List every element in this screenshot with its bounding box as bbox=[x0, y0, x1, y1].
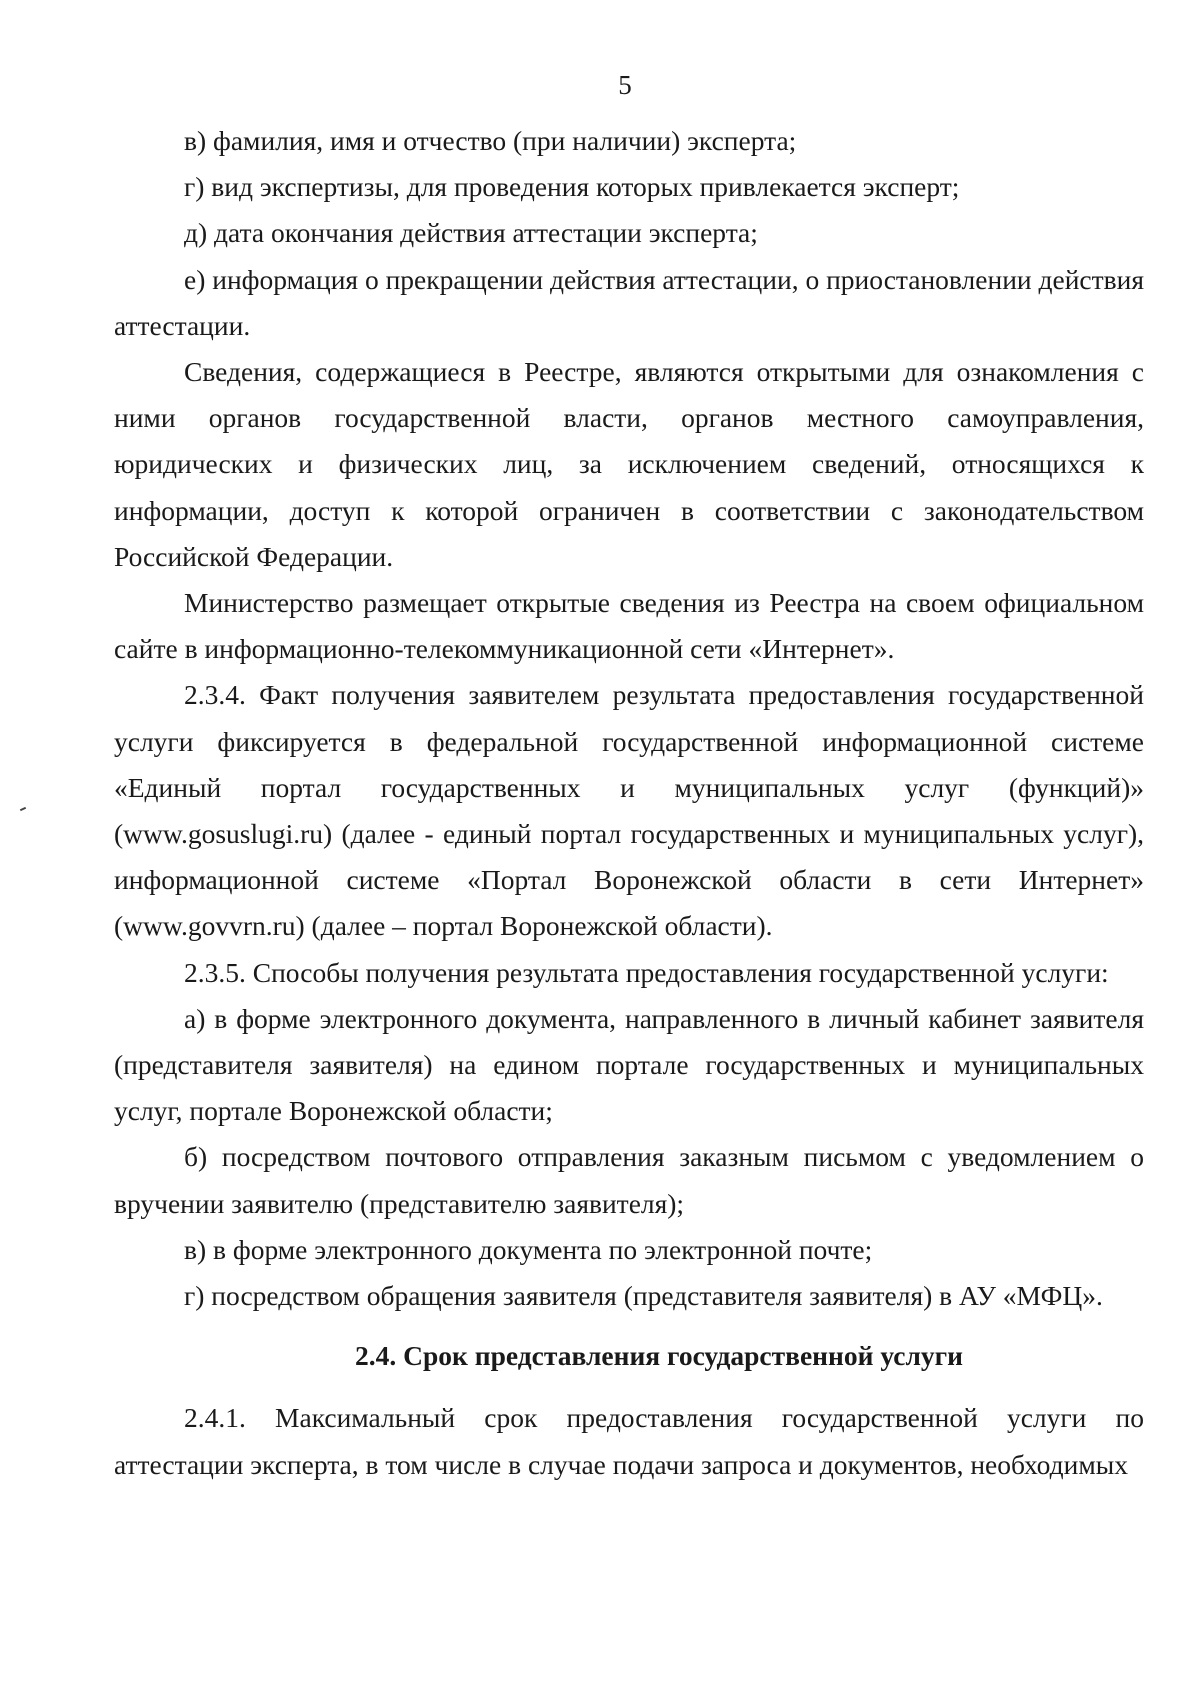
paragraph-ministry-publication: Министерство размещает открытые сведения из Реестра на своем официальном сайте в информационно-телекоммуникационной сети «Интернет». bbox=[114, 587, 1144, 665]
paragraph-item-d: д) дата окончания действия аттестации эксперта; bbox=[184, 217, 758, 249]
paragraph-method-g: г) посредством обращения заявителя (представителя заявителя) в АУ «МФЦ». bbox=[184, 1280, 1103, 1312]
paragraph-method-v: в) в форме электронного документа по электронной почте; bbox=[184, 1233, 873, 1265]
stray-scan-mark bbox=[20, 807, 26, 811]
paragraph-2-3-4: 2.3.4. Факт получения заявителем результата предоставления государственной услуги фиксируется в федеральной государственной информационной системе «Единый портал государственных и муниципальных услуг (функций)» (www.gosuslugi.ru) (далее - единый портал государственных и муниципальных услуг), информационной системе «Портал Воронежской области в сети Интернет» (www.govvrn.ru) (далее – портал Воронежской области). bbox=[114, 679, 1144, 942]
paragraph-2-3-5: 2.3.5. Способы получения результата предоставления государственной услуги: bbox=[184, 956, 1109, 988]
paragraph-2-4-1: 2.4.1. Максимальный срок предоставления государственной услуги по аттестации эксперта, в том числе в случае подачи запроса и документов, необходимых bbox=[114, 1402, 1144, 1480]
page-number: 5 bbox=[618, 70, 632, 100]
paragraph-registry-info: Сведения, содержащиеся в Реестре, являются открытыми для ознакомления с ними органов государственной власти, органов местного самоуправления, юридических и физических лиц, за исключением сведений, относящихся к информации, доступ к которой ограничен в соответствии с законодательством Российской Федерации. bbox=[114, 356, 1144, 572]
section-heading-2-4: 2.4. Срок представления государственной услуги bbox=[355, 1340, 963, 1372]
paragraph-item-v: в) фамилия, имя и отчество (при наличии) эксперта; bbox=[184, 125, 797, 156]
paragraph-method-b: б) посредством почтового отправления заказным письмом с уведомлением о вручении заявителю (представителю заявителя); bbox=[114, 1141, 1144, 1219]
paragraph-method-a: а) в форме электронного документа, направленного в личный кабинет заявителя (представителя заявителя) на едином портале государственных и муниципальных услуг, портале Воронежской области; bbox=[114, 1002, 1144, 1127]
paragraph-item-g: г) вид экспертизы, для проведения которых привлекается эксперт; bbox=[184, 171, 960, 203]
document-body bbox=[114, 118, 1144, 1488]
paragraph-item-e: е) информация о прекращении действия аттестации, о приостановлении действия аттестации. bbox=[114, 263, 1144, 341]
